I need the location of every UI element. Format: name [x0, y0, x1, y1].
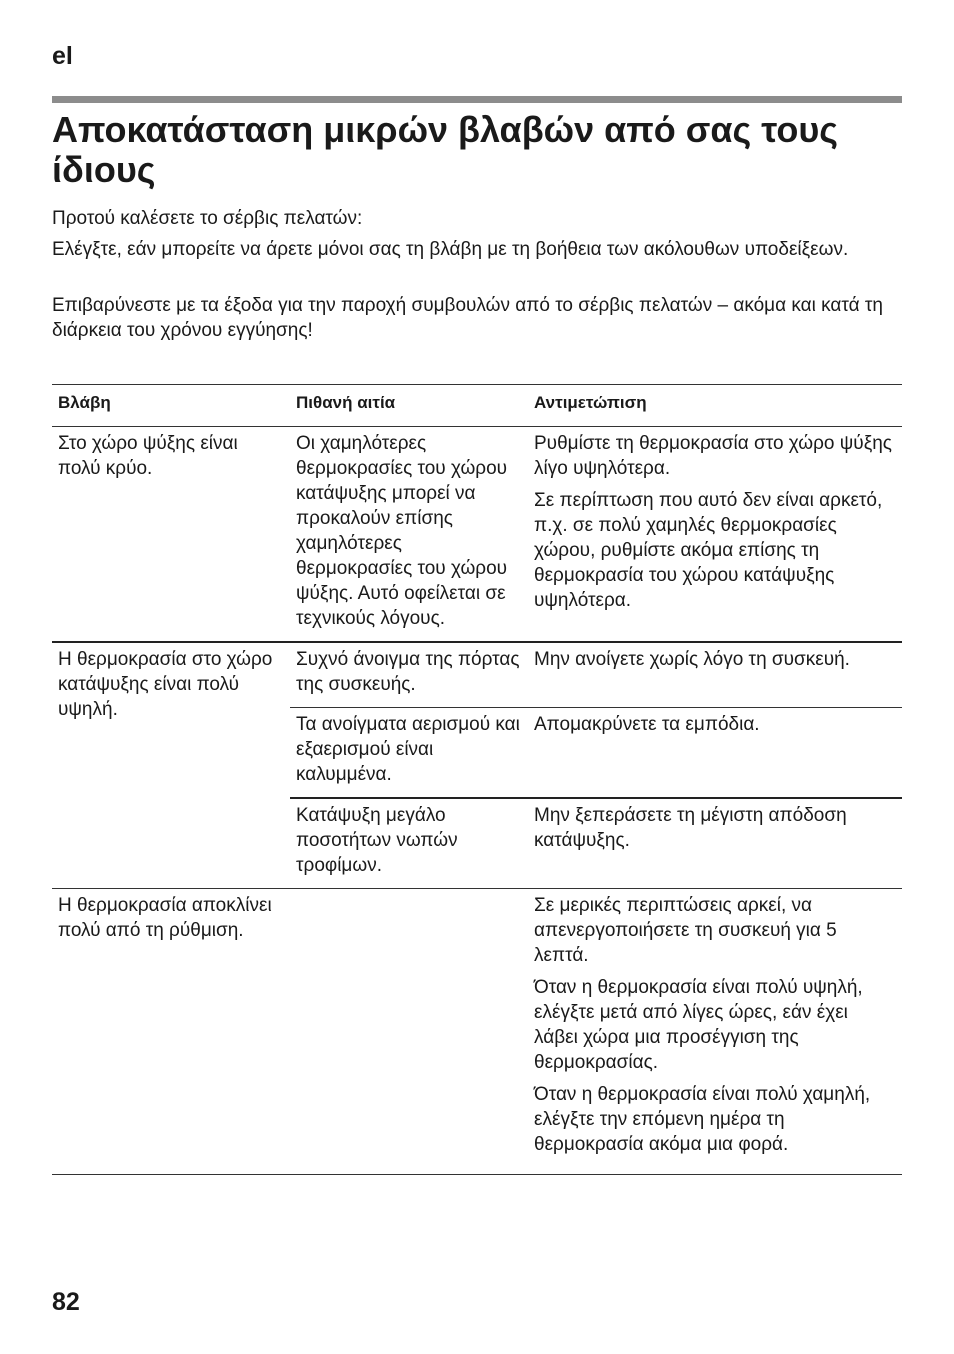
remedy-text: Όταν η θερμοκρασία είναι πολύ χαμηλή, ελέγξτε την επόμενη ημέρα τη θερμοκρασία ακόμα μια φορά. [534, 1084, 871, 1155]
remedy-cell [528, 798, 902, 889]
remedy-cell [528, 427, 902, 643]
remedy-cell [528, 708, 902, 799]
header-rule [52, 96, 902, 103]
table-header-row [52, 385, 902, 427]
header-fault: Βλάβη [52, 385, 290, 427]
fault-cell: Στο χώρο ψύξης είναι πολύ κρύο. [58, 433, 238, 479]
cause-cell: Οι χαμηλότερες θερμοκρασίες του χώρου κατάψυξης μπορεί να προκαλούν επίσης χαμηλότερες θερμοκρασίες του χώρου ψύξης. Αυτό οφείλεται σε τεχνικούς λόγους. [296, 433, 508, 629]
remedy-text: Μην ξεπεράσετε τη μέγιστη απόδοση κατάψυξης. [534, 805, 847, 851]
cause-cell [290, 889, 528, 1175]
remedy-cell [528, 889, 902, 1175]
cause-cell: Κατάψυξη μεγάλο ποσοτήτων νωπών τροφίμων. [290, 798, 528, 889]
page-number: 82 [52, 1288, 80, 1316]
cause-cell: Συχνό άνοιγμα της πόρτας της συσκευής. [290, 642, 528, 708]
remedy-text: Απομακρύνετε τα εμπόδια. [534, 714, 760, 735]
remedy-text: Όταν η θερμοκρασία είναι πολύ υψηλή, ελέγξτε μετά από λίγες ώρες, εάν έχει λάβει χώρα μια προσέγγιση της θερμοκρασίας. [534, 977, 863, 1073]
table-row [52, 427, 902, 643]
fault-cell: Η θερμοκρασία αποκλίνει πολύ από τη ρύθμιση. [52, 889, 290, 1175]
intro-paragraph: Προτού καλέσετε το σέρβις πελατών: [52, 208, 363, 229]
page-title: Αποκατάσταση μικρών βλαβών από σας τους ίδιους [52, 109, 838, 190]
fault-cell: Η θερμοκρασία στο χώρο κατάψυξης είναι πολύ υψηλή. [52, 642, 290, 889]
intro-paragraph: Ελέγξτε, εάν μπορείτε να άρετε μόνοι σας τη βλάβη με τη βοήθεια των ακόλουθων υποδείξεων. [52, 239, 849, 260]
remedy-text: Ρυθμίστε τη θερμοκρασία στο χώρο ψύξης λίγο υψηλότερα. [534, 433, 892, 479]
table-row [52, 889, 902, 1175]
header-remedy: Αντιμετώπιση [528, 385, 902, 427]
header-cause: Πιθανή αιτία [290, 385, 528, 427]
table-row [52, 642, 902, 708]
remedy-text: Σε μερικές περιπτώσεις αρκεί, να απενεργοποιήσετε τη συσκευή για 5 λεπτά. [534, 895, 837, 966]
troubleshooting-table [52, 384, 902, 1175]
intro-paragraph: Επιβαρύνεστε με τα έξοδα για την παροχή συμβουλών από το σέρβις πελατών – ακόμα και κατά τη διάρκεια του χρόνου εγγύησης! [52, 295, 883, 341]
remedy-text: Σε περίπτωση που αυτό δεν είναι αρκετό, π.χ. σε πολύ χαμηλές θερμοκρασίες χώρου, ρυθμίστε ακόμα επίσης τη θερμοκρασία του χώρου κατάψυξης υψηλότερα. [534, 490, 883, 611]
remedy-cell [528, 642, 902, 708]
cause-cell: Τα ανοίγματα αερισμού και εξαερισμού είναι καλυμμένα. [290, 708, 528, 799]
language-tag: el [52, 42, 73, 70]
remedy-text: Μην ανοίγετε χωρίς λόγο τη συσκευή. [534, 649, 850, 670]
